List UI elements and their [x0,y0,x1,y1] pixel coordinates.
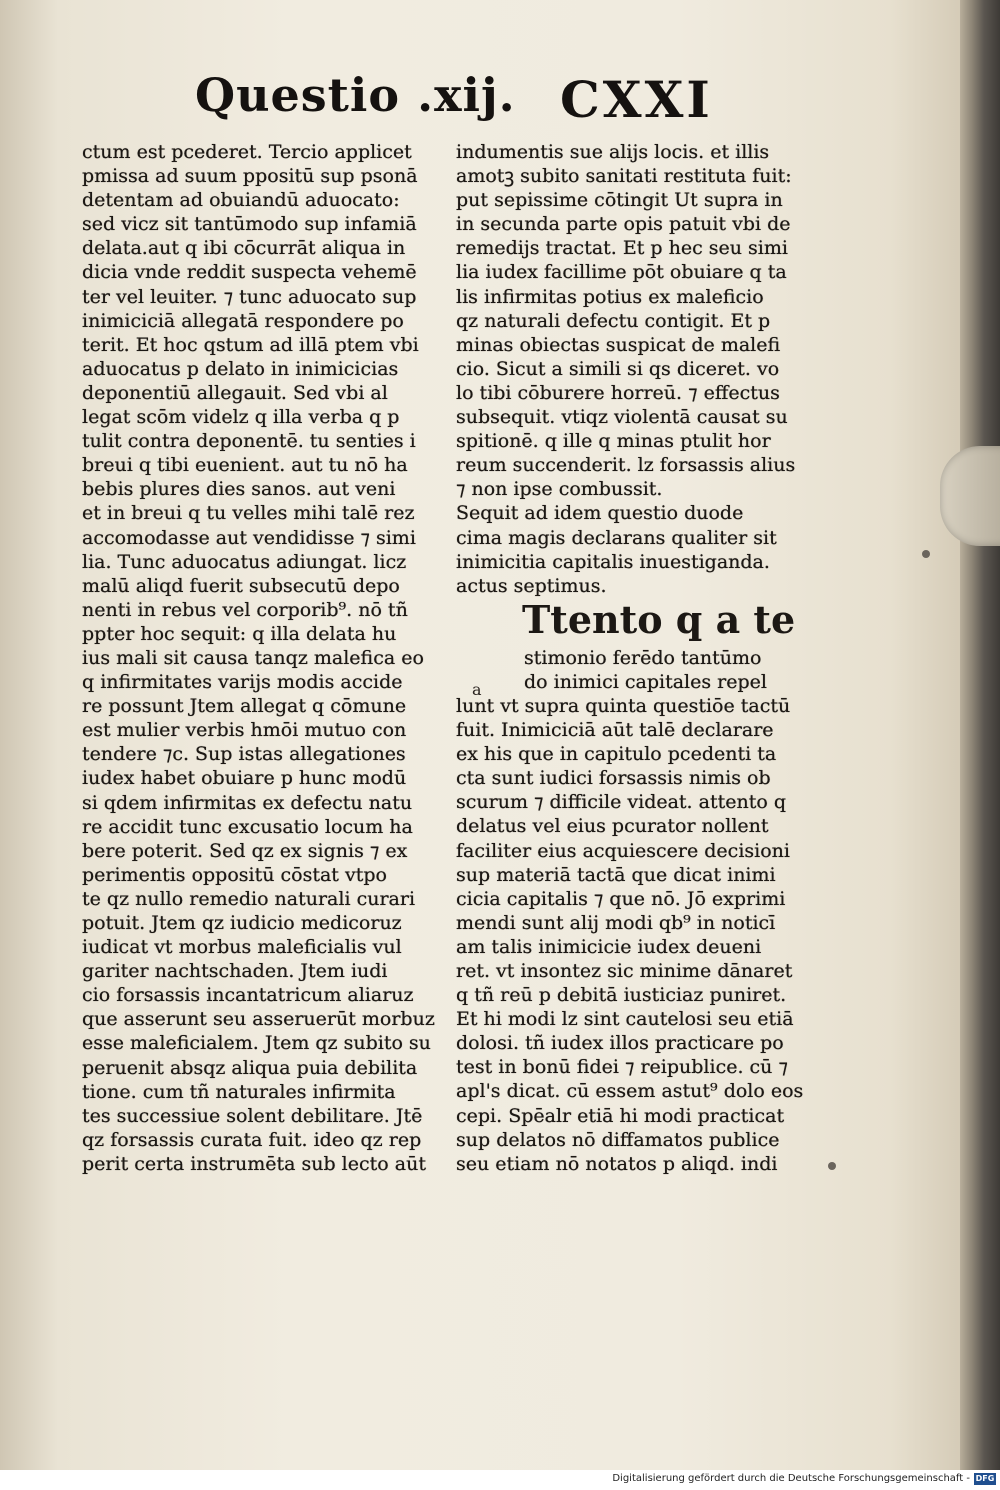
text-line: tione. cum tñ naturales infirmita [82,1080,396,1103]
text-line: put sepissime cōtingit Ut supra in [456,189,783,212]
text-line: tendere ⁊c. Sup istas allegationes [82,743,406,766]
text-line: bebis plures dies sanos. aut veni [82,478,396,501]
chapter-initial-heading: Ttento q a te [522,597,796,642]
text-line: cima magis declarans qualiter sit [456,526,777,549]
text-line: test in bonū fidei ⁊ reipublice. cū ⁊ [456,1056,788,1079]
text-line: pmissa ad suum ppositū sup psonā [82,165,418,188]
text-line: accomodasse aut vendidisse ⁊ simi [82,526,416,549]
text-line: ter vel leuiter. ⁊ tunc aduocato sup [82,285,417,308]
text-line: cepi. Spēalr etiā hi modi practicat [456,1104,785,1127]
page-fore-edge [960,0,1000,1470]
text-line: lo tibi cōburere horreū. ⁊ effectus [456,381,780,404]
text-line: dolosi. tñ iudex illos practicare po [456,1032,784,1055]
text-line: iudex habet obuiare p hunc modū [82,767,407,790]
text-line: remedijs tractat. Et p hec seu simi [456,237,788,260]
text-line: indumentis sue alijs locis. et illis [456,141,770,163]
text-line: qz naturali defectu contigit. Et p [456,309,771,332]
text-line: faciliter eius acquiescere decisioni [456,839,790,862]
text-line: scurum ⁊ difficile videat. attento q [456,791,786,814]
text-line: ret. vt insontez sic minime dānaret [456,960,793,982]
text-line: deponentiū allegauit. Sed vbi al [82,381,388,404]
text-line: malū aliqd fuerit subsecutū depo [82,574,400,597]
text-line: Et hi modi lz sint cautelosi seu etiā [456,1008,794,1031]
text-line: tes successiue solent debilitare. Jtē [82,1104,423,1127]
text-line: terit. Et hoc qstum ad illā ptem vbi [82,333,419,356]
text-line: re possunt Jtem allegat q cōmune [82,695,407,718]
book-clasp [940,446,1000,546]
text-line: sed vicz sit tantūmodo sup infamiā [82,213,417,236]
text-line: si qdem infirmitas ex defectu natu [82,791,413,814]
text-line: lis infirmitas potius ex maleficio [456,285,764,308]
text-line: ex his que in capitulo pcedenti ta [456,743,777,766]
text-line: ius mali sit causa tanqz malefica eo [82,646,424,669]
text-line: do inimici capitales repel [524,670,767,693]
text-line: stimonio ferēdo tantūmo [524,646,762,669]
text-line: sup delatos nō diffamatos publice [456,1128,780,1151]
funding-credit: Digitalisierung gefördert durch die Deutsche Forschungsgemeinschaft - [612,1473,970,1484]
text-line: perit certa instrumēta sub lecto aūt [82,1152,426,1175]
left-text-column [82,140,442,1176]
text-line: seu etiam nō notatos p aliqd. indi [456,1152,778,1175]
text-line: reum succenderit. lz forsassis alius [456,454,796,477]
text-line: in secunda parte opis patuit vbi de [456,213,791,236]
text-line: mendi sunt alij modi qb⁹ in noticī [456,911,776,934]
text-line: nenti in rebus vel corporib⁹. nō tñ [82,598,408,621]
running-head-title: Questio .xij. [195,68,516,122]
text-line: Sequit ad idem questio duode [456,502,744,525]
text-line: iudicat vt morbus maleficialis vul [82,936,402,959]
text-line: sup materiā tactā que dicat inimi [456,863,776,886]
paper-speck [828,1162,836,1170]
text-line: re accidit tunc excusatio locum ha [82,815,413,838]
text-line: peruenit absqz aliqua puia debilita [82,1056,418,1079]
text-line: cta sunt iudici forsassis nimis ob [456,767,771,790]
text-line: lia iudex facillime pōt obuiare q ta [456,261,787,284]
text-line: bere poterit. Sed qz ex signis ⁊ ex [82,839,408,862]
text-line: ⁊ non ipse combussit. [456,478,663,501]
text-line: q infirmitates varijs modis accide [82,671,403,694]
initial-guide-letter: a [472,680,482,699]
text-line: inimicitia capitalis inuestiganda. [456,550,770,573]
text-line: detentam ad obuiandū aduocato: [82,189,400,212]
text-line: esse maleficialem. Jtem qz subito su [82,1032,431,1055]
text-line: delatus vel eius pcurator nollent [456,815,769,838]
paper-speck [922,550,930,558]
text-line: que asserunt seu asseruerūt morbuz [82,1008,435,1031]
text-line: dicia vnde reddit suspecta vehemē [82,261,417,284]
text-line: minas obiectas suspicat de malefi [456,333,781,356]
text-line: est mulier verbis hmōi mutuo con [82,719,407,742]
text-line: lunt vt supra quinta questiōe tactū [456,694,791,717]
text-line: cio. Sicut a simili si qs diceret. vo [456,357,780,380]
text-line: perimentis oppositū cōstat vtpo [82,863,387,886]
text-line: q tñ reū p debitā iusticiaz puniret. [456,984,787,1007]
text-line: gariter nachtschaden. Jtem iudi [82,960,388,983]
text-line: fuit. Inimiciciā aūt talē declarare [456,719,774,742]
text-line: tulit contra deponentē. tu senties i [82,430,416,453]
text-line: amotꝫ subito sanitati restituta fuit: [456,165,792,188]
text-line: inimiciciā allegatā respondere po [82,309,404,332]
text-line: apl's dicat. cū essem astut⁹ dolo eos [456,1080,804,1103]
text-line: legat scōm videlz q illa verba q p [82,406,400,429]
text-line: lia. Tunc aduocatus adiungat. licz [82,550,407,573]
right-text-column [456,140,816,1176]
text-line: qz forsassis curata fuit. ideo qz rep [82,1128,422,1151]
text-line: te qz nullo remedio naturali curari [82,887,416,910]
dfg-logo: DFG [975,1474,995,1483]
text-line: actus septimus. [456,574,607,597]
text-line: delata.aut q ibi cōcurrāt aliqua in [82,237,406,260]
text-line: et in breui q tu velles mihi talē rez [82,502,415,525]
text-line: am talis inimicicie iudex deueni [456,935,762,958]
text-line: cicia capitalis ⁊ que nō. Jō exprimi [456,887,786,910]
footer-bar [0,1470,1000,1490]
text-line: subsequit. vtiqz violentā causat su [456,406,788,429]
text-line: ctum est pcederet. Tercio applicet [82,141,412,163]
text-line: spitionē. q ille q minas ptulit hor [456,430,771,453]
text-line: breui q tibi euenient. aut tu nō ha [82,454,408,477]
folio-number: CXXI [560,70,713,129]
text-line: potuit. Jtem qz iudicio medicoruz [82,912,402,934]
text-line: ppter hoc sequit: q illa delata hu [82,622,397,645]
text-line: cio forsassis incantatricum aliaruz [82,984,414,1007]
text-line: aduocatus p delato in inimicicias [82,357,399,380]
